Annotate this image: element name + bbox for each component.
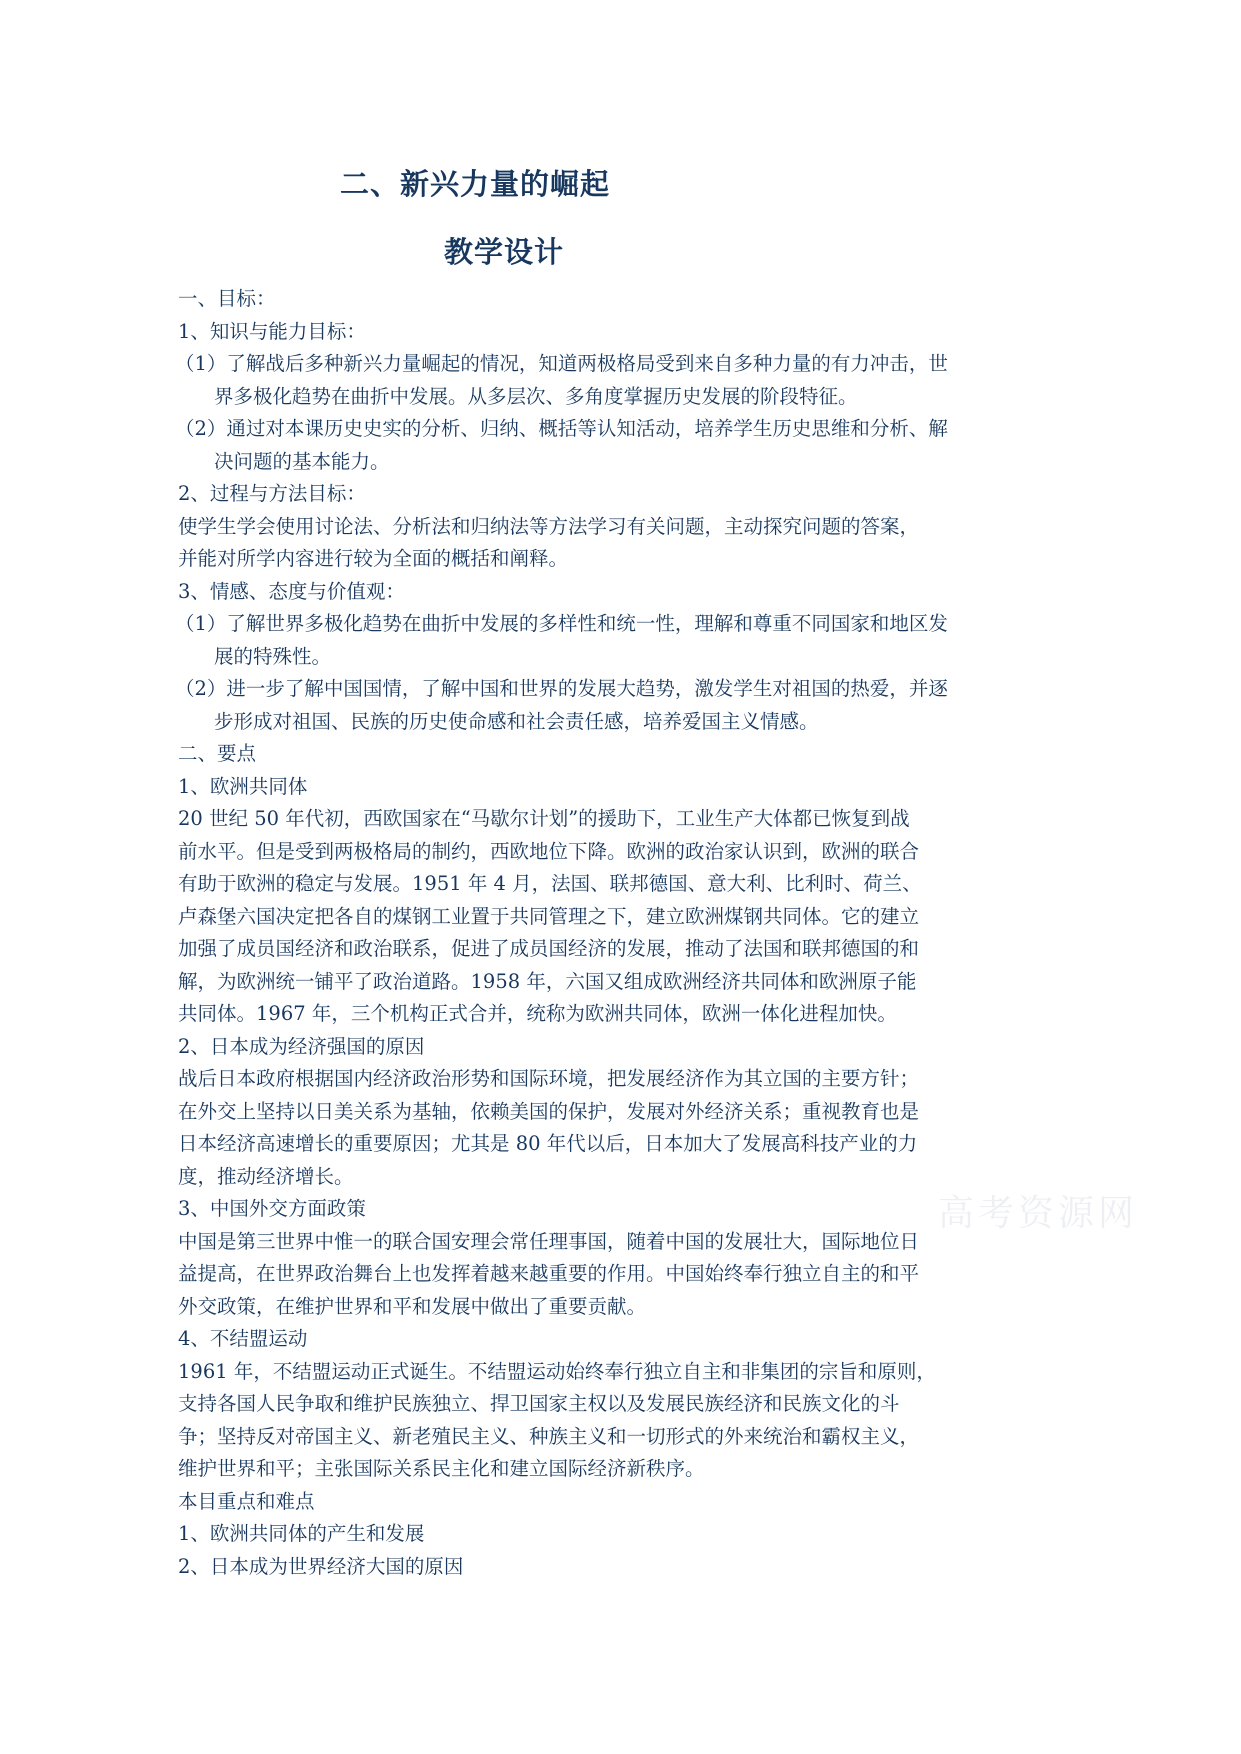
paragraph-line: 展的特殊性。 [214, 644, 332, 668]
paragraph-line: 度，推动经济增长。 [178, 1164, 354, 1188]
paragraph-line: 日本经济高速增长的重要原因；尤其是 80 年代以后，日本加大了发展高科技产业的力 [178, 1132, 918, 1155]
paragraph-line: 界多极化趋势在曲折中发展。从多层次、多角度掌握历史发展的阶段特征。 [214, 384, 858, 408]
document-body [175, 283, 1058, 1583]
paragraph-line: 1961 年，不结盟运动正式诞生。不结盟运动始终奉行独立自主和非集团的宗旨和原则， [178, 1359, 936, 1383]
paragraph-line: 加强了成员国经济和政治联系，促进了成员国经济的发展，推动了法国和联邦德国的和 [178, 937, 920, 960]
list-item: 1、欧洲共同体的产生和发展 [178, 1522, 425, 1545]
heading-focus: 本目重点和难点 [178, 1489, 315, 1513]
document-title: 二、新兴力量的崛起 [340, 167, 611, 201]
subheading-values: 3、情感、态度与价值观： [178, 579, 405, 603]
subheading-ec: 1、欧洲共同体 [178, 774, 308, 798]
paragraph-line: 前水平。但是受到两极格局的制约，西欧地位下降。欧洲的政治家认识到，欧洲的联合 [178, 839, 920, 863]
paragraph-line: 益提高，在世界政治舞台上也发挥着越来越重要的作用。中国始终奉行独立自主的和平 [178, 1262, 920, 1285]
paragraph-line: 外交政策，在维护世界和平和发展中做出了重要贡献。 [178, 1294, 647, 1318]
paragraph-line: 支持各国人民争取和维护民族独立、捍卫国家主权以及发展民族经济和民族文化的斗 [178, 1392, 900, 1415]
paragraph-line: 20 世纪 50 年代初，西欧国家在“马歇尔计划”的援助下，工业生产大体都已恢复到战 [178, 807, 910, 830]
list-item: 2、日本成为世界经济大国的原因 [178, 1554, 464, 1578]
paragraph-line: （1）了解战后多种新兴力量崛起的情况，知道两极格局受到来自多种力量的有力冲击，世 [175, 352, 948, 375]
paragraph-line: （2）通过对本课历史史实的分析、归纳、概括等认知活动，培养学生历史思维和分析、解 [175, 417, 948, 440]
paragraph-line: 步形成对祖国、民族的历史使命感和社会责任感，培养爱国主义情感。 [214, 709, 819, 733]
paragraph-line: 有助于欧洲的稳定与发展。1951 年 4 月，法国、联邦德国、意大利、比利时、荷兰、 [178, 872, 922, 895]
subheading-japan: 2、日本成为经济强国的原因 [178, 1034, 425, 1058]
subheading-china: 3、中国外交方面政策 [178, 1197, 366, 1220]
paragraph-line: 卢森堡六国决定把各自的煤钢工业置于共同管理之下，建立欧洲煤钢共同体。它的建立 [178, 904, 920, 928]
paragraph-line: 争；坚持反对帝国主义、新老殖民主义、种族主义和一切形式的外来统治和霸权主义， [178, 1424, 920, 1448]
paragraph-line: （1）了解世界多极化趋势在曲折中发展的多样性和统一性，理解和尊重不同国家和地区发 [175, 612, 948, 635]
document-subtitle: 教学设计 [444, 235, 565, 269]
watermark: 高考资源网 [938, 1193, 1139, 1234]
heading-objectives: 一、目标： [178, 287, 276, 310]
paragraph-line: 使学生学会使用讨论法、分析法和归纳法等方法学习有关问题，主动探究问题的答案， [178, 514, 920, 538]
paragraph-line: 并能对所学内容进行较为全面的概括和阐释。 [178, 547, 569, 570]
heading-key-points: 二、要点 [178, 742, 257, 765]
paragraph-line: 在外交上坚持以日美关系为基轴，依赖美国的保护，发展对外经济关系；重视教育也是 [178, 1099, 920, 1123]
paragraph-line: 维护世界和平；主张国际关系民主化和建立国际经济新秩序。 [178, 1457, 705, 1480]
paragraph-line: 共同体。1967 年，三个机构正式合并，统称为欧洲共同体，欧洲一体化进程加快。 [178, 1002, 897, 1025]
subheading-nam: 4、不结盟运动 [178, 1327, 308, 1350]
paragraph-line: 决问题的基本能力。 [214, 449, 390, 473]
subheading-process: 2、过程与方法目标： [178, 482, 366, 505]
paragraph-line: 中国是第三世界中惟一的联合国安理会常任理事国，随着中国的发展壮大，国际地位日 [178, 1229, 920, 1253]
paragraph-line: 战后日本政府根据国内经济政治形势和国际环境，把发展经济作为其立国的主要方针； [178, 1067, 920, 1090]
subheading-knowledge: 1、知识与能力目标： [178, 319, 366, 343]
paragraph-line: （2）进一步了解中国国情，了解中国和世界的发展大趋势，激发学生对祖国的热爱，并逐 [175, 677, 948, 700]
paragraph-line: 解，为欧洲统一铺平了政治道路。1958 年，六国又组成欧洲经济共同体和欧洲原子能 [178, 969, 917, 993]
